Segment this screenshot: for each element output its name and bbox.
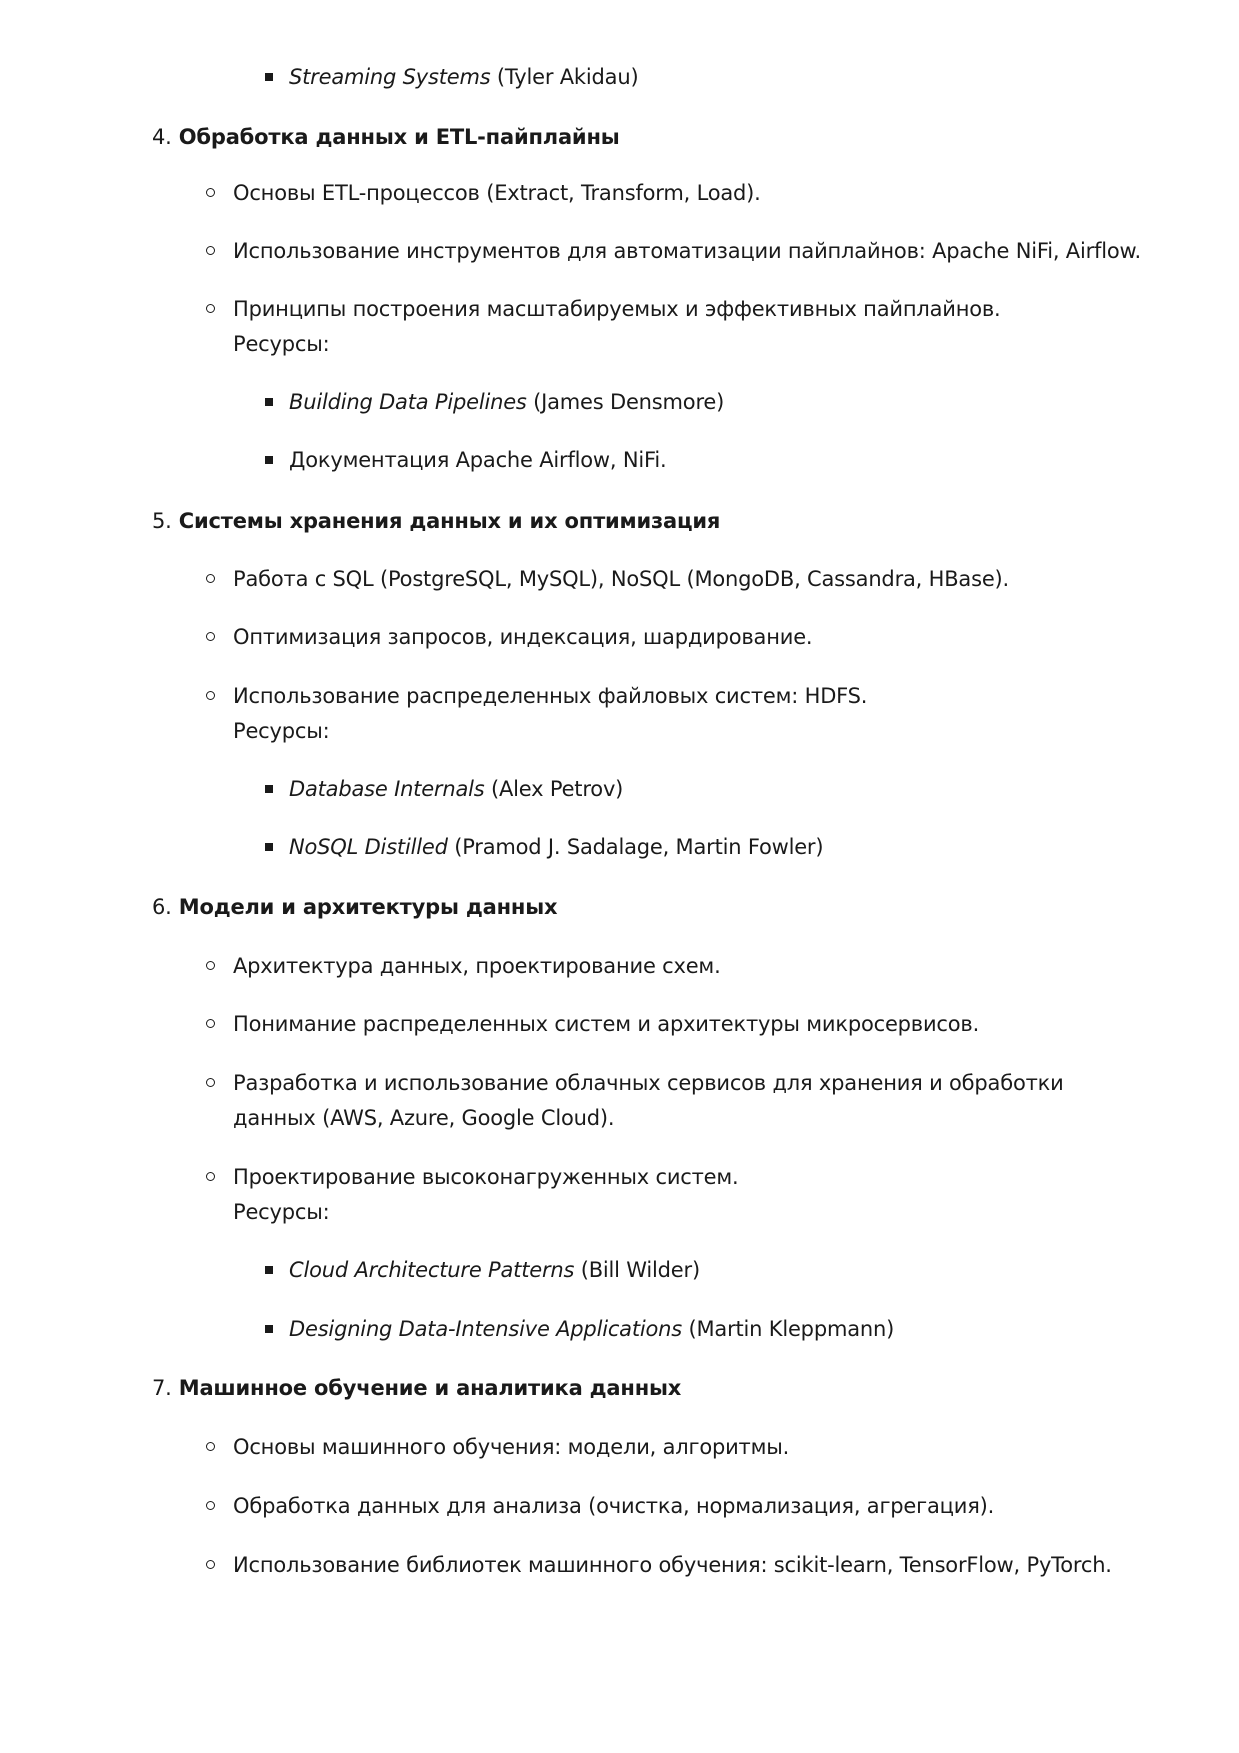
circle-bullet-icon <box>206 188 215 197</box>
resources-label: Ресурсы: <box>233 332 330 356</box>
document-page: Streaming Systems (Tyler Akidau) 4. Обработка данных и ETL-пайплайны Основы ETL-процессов (Extract, Transform, Load). Использование инструментов для автоматизации пайплайнов: Apache NiFi, Airflow. Принципы построения масштабируемых и эффективных пайплайнов. Ресурсы: Building Data Pipelines (James Densmore) Документация Apache Airflow, NiFi. 5. Системы хранения данных и их оптимизация Работа с SQL (PostgreSQL, MySQL), NoSQL (MongoDB, Cassandra, HBase). Оптимизация запросов, индексация, шардирование. Использование распределенных файловых систем: HDFS. Ресурсы: Database Internals (Alex Petrov) NoSQL Distilled (Pramod J. Sadalage, Martin Fowler) 6. Модели и архитектуры данных Архитектура данных, проектирование схем. Понимание распределенных систем и архитектуры микросервисов. Разработка и использование облачных сервисов для хранения и обработки данных (AWS, Azure, Google Cloud). Проектирование высоконагруженных систем. Ресурсы: Cloud Architecture Patterns (Bill Wilder) Designing Data-Intensive Applications (Martin Kleppmann) 7. Машинное обучение и аналитика данных Основы машинного обучения: модели, алгоритмы. Обработка данных для анализа (очистка, нормализация, агрегация). Использование библиотек машинного обучения: scikit-learn, TensorFlow, PyTorch. <box>152 65 1142 1577</box>
section-heading <box>152 892 557 922</box>
resource-author: (James Densmore) <box>526 390 725 414</box>
circle-bullet-icon <box>206 1172 215 1181</box>
section-heading <box>152 122 620 152</box>
square-bullet-icon <box>265 1266 273 1274</box>
resource-author: (Alex Petrov) <box>484 777 624 801</box>
resource-title: NoSQL Distilled <box>289 835 448 859</box>
resource-author: (Martin Kleppmann) <box>682 1317 895 1341</box>
circle-bullet-icon <box>206 691 215 700</box>
section-heading <box>152 1373 681 1403</box>
section-title: Модели и архитектуры данных <box>178 895 558 919</box>
resources-label: Ресурсы: <box>233 719 330 743</box>
circle-bullet-icon <box>206 1078 215 1087</box>
circle-bullet-icon <box>206 632 215 641</box>
square-bullet-icon <box>265 73 273 81</box>
section-heading <box>152 506 720 536</box>
square-bullet-icon <box>265 843 273 851</box>
circle-bullet-icon <box>206 304 215 313</box>
resource-title: Designing Data-Intensive Applications <box>289 1317 683 1341</box>
resource-title: Database Internals <box>289 777 485 801</box>
section-number: 7. <box>152 1376 172 1400</box>
section-title: Обработка данных и ETL-пайплайны <box>178 125 620 149</box>
square-bullet-icon <box>265 456 273 464</box>
resource-title: Building Data Pipelines <box>289 390 527 414</box>
square-bullet-icon <box>265 398 273 406</box>
section-title: Системы хранения данных и их оптимизация <box>178 509 721 533</box>
section-title: Машинное обучение и аналитика данных <box>178 1376 682 1400</box>
square-bullet-icon <box>265 1325 273 1333</box>
circle-bullet-icon <box>206 246 215 255</box>
circle-bullet-icon <box>206 1560 215 1569</box>
circle-bullet-icon <box>206 574 215 583</box>
circle-bullet-icon <box>206 1442 215 1451</box>
circle-bullet-icon <box>206 1019 215 1028</box>
resource-author: Документация Apache Airflow, NiFi. <box>289 448 667 472</box>
section-number: 4. <box>152 125 172 149</box>
resource-author: (Pramod J. Sadalage, Martin Fowler) <box>447 835 824 859</box>
resource-title: Cloud Architecture Patterns <box>289 1258 575 1282</box>
circle-bullet-icon <box>206 1501 215 1510</box>
resources-label: Ресурсы: <box>233 1200 330 1224</box>
resource-author: (Tyler Akidau) <box>490 65 639 89</box>
resource-title: Streaming Systems <box>289 65 491 89</box>
circle-bullet-icon <box>206 961 215 970</box>
section-number: 5. <box>152 509 172 533</box>
square-bullet-icon <box>265 785 273 793</box>
section-number: 6. <box>152 895 172 919</box>
resource-author: (Bill Wilder) <box>574 1258 700 1282</box>
